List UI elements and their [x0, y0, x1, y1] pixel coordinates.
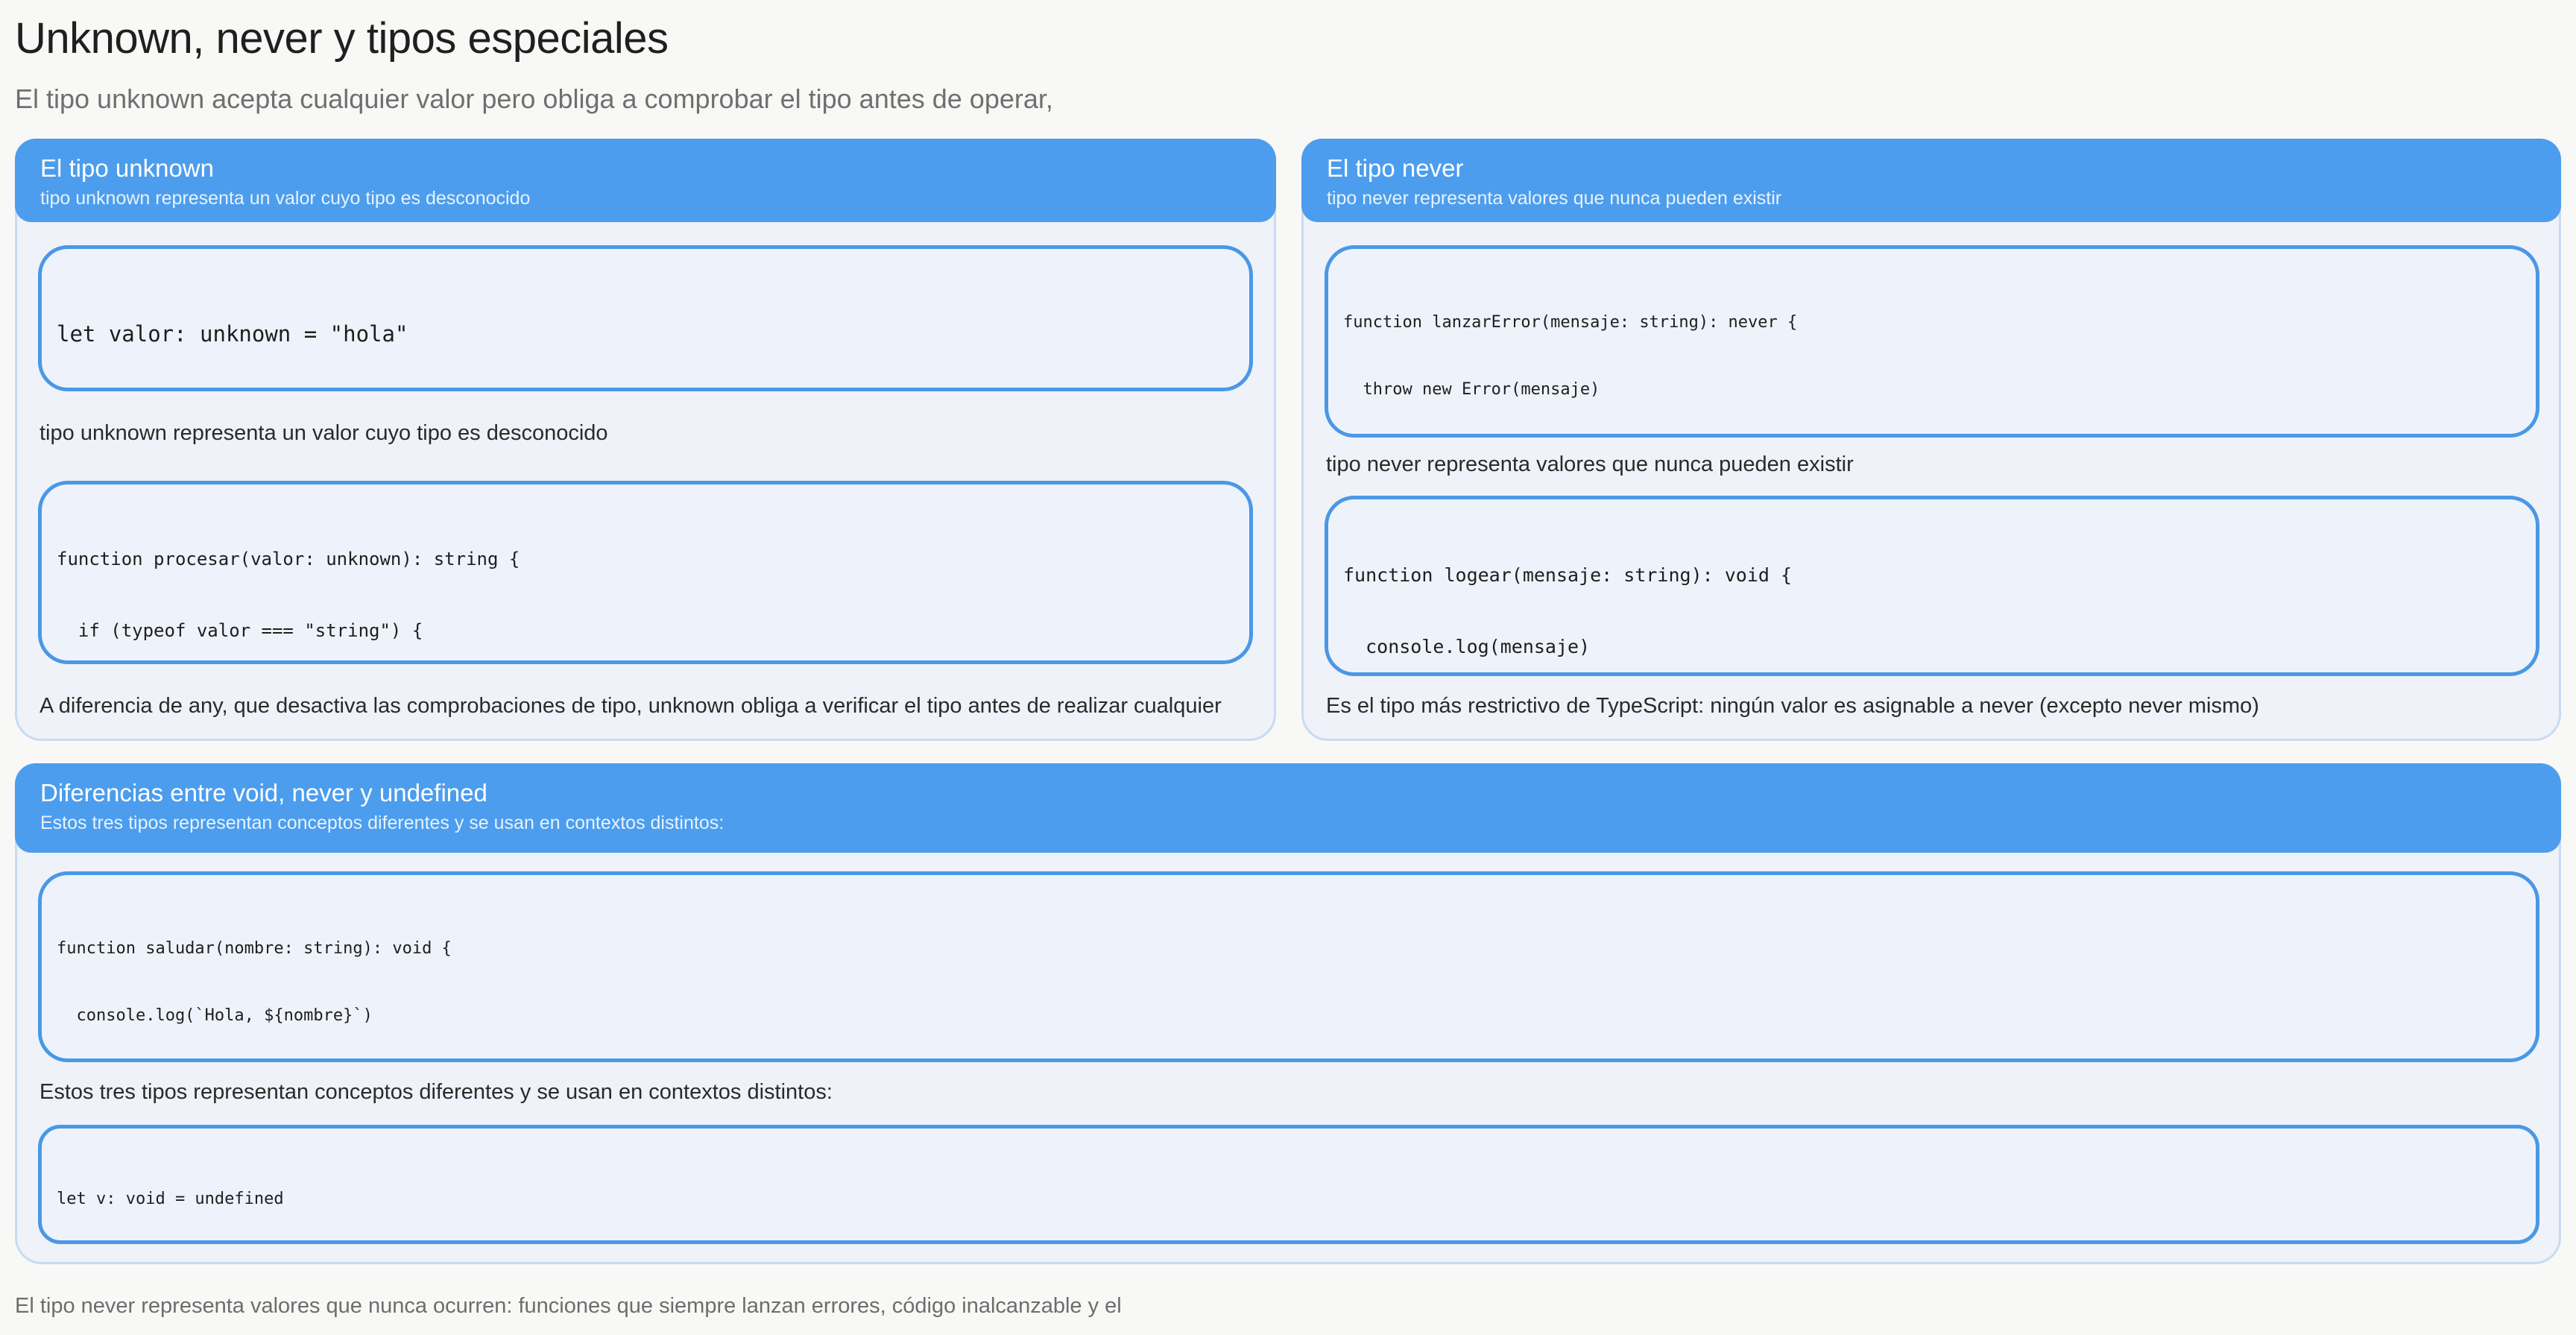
card-title: El tipo never: [1327, 154, 1464, 182]
paragraph: Es el tipo más restrictivo de TypeScript: ningún valor es asignable a never (excepto never mismo): [1326, 694, 2259, 718]
paragraph: tipo unknown representa un valor cuyo tipo es desconocido: [40, 421, 608, 445]
code-block: function procesar(valor: unknown): string { if (typeof valor === "string") {: [38, 481, 1253, 664]
paragraph: Estos tres tipos representan conceptos diferentes y se usan en contextos distintos:: [40, 1080, 833, 1104]
page-subtitle: El tipo unknown acepta cualquier valor pero obliga a comprobar el tipo antes de operar,: [15, 83, 1053, 114]
card-unknown: [15, 139, 1276, 741]
code-block: function logear(mensaje: string): void { console.log(mensaje): [1325, 496, 2539, 676]
code-block: function lanzarError(mensaje: string): never { throw new Error(mensaje): [1325, 245, 2539, 438]
card-header: [15, 763, 2561, 853]
code-block: let v: void = undefined: [38, 1125, 2539, 1244]
paragraph: A diferencia de any, que desactiva las comprobaciones de tipo, unknown obliga a verificar el tipo antes de realizar cualquier: [40, 694, 1222, 718]
paragraph: tipo never representa valores que nunca pueden existir: [1326, 452, 1854, 476]
card-never: [1301, 139, 2561, 741]
code-block: function saludar(nombre: string): void { console.log(`Hola, ${nombre}`): [38, 871, 2539, 1062]
card-title: Diferencias entre void, never y undefined: [40, 779, 487, 807]
footer-text: El tipo never representa valores que nunca ocurren: funciones que siempre lanzan errores, código inalcanzable y el: [15, 1294, 1122, 1318]
page-title: Unknown, never y tipos especiales: [15, 14, 669, 63]
card-header: [15, 139, 1276, 222]
card-diferencias: [15, 763, 2561, 1264]
code-block: let valor: unknown = "hola": [38, 245, 1253, 391]
card-title: El tipo unknown: [40, 154, 214, 182]
card-description: Estos tres tipos representan conceptos diferentes y se usan en contextos distintos:: [40, 812, 724, 833]
card-header: [1301, 139, 2561, 222]
card-description: tipo unknown representa un valor cuyo tipo es desconocido: [40, 188, 531, 209]
card-description: tipo never representa valores que nunca pueden existir: [1327, 188, 1782, 209]
